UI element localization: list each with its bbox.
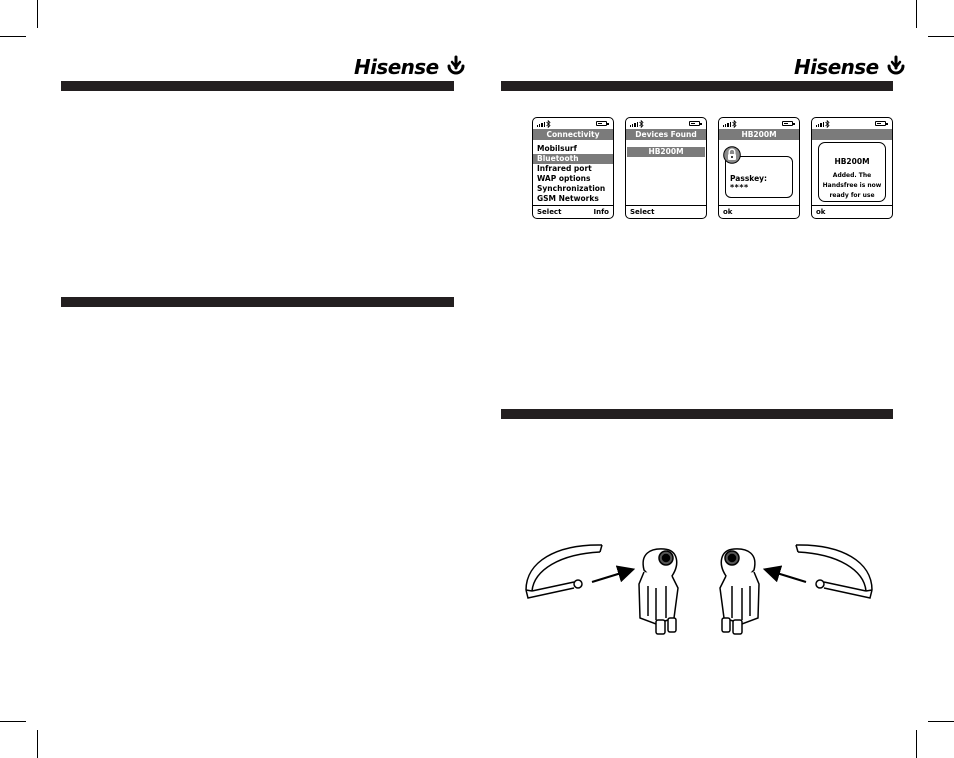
earhook-right xyxy=(796,545,872,598)
added-dialog xyxy=(818,142,886,202)
added-message: Added. The Handsfree is now ready for use xyxy=(822,172,882,199)
lock-icon xyxy=(723,146,741,164)
battery-icon xyxy=(782,121,793,126)
crop-mark xyxy=(37,0,38,28)
screen-title: HB200M xyxy=(719,129,799,140)
added-device-name: HB200M xyxy=(834,157,870,166)
softkey-select[interactable]: Select xyxy=(537,208,562,216)
bluetooth-icon xyxy=(639,120,644,128)
signal-icon xyxy=(630,121,638,127)
hisense-mark-icon xyxy=(886,55,906,79)
crop-mark xyxy=(0,36,26,37)
status-bar xyxy=(816,120,888,128)
crop-mark xyxy=(916,0,917,28)
battery-icon xyxy=(596,121,607,126)
battery-icon xyxy=(689,121,700,126)
softkey-info[interactable]: Info xyxy=(593,208,609,216)
menu-item-wap-options[interactable]: WAP options xyxy=(537,174,591,183)
signal-icon xyxy=(537,121,545,127)
softkey-bar xyxy=(533,205,613,218)
menu-item-infrared-port[interactable]: Infrared port xyxy=(537,164,592,173)
softkey-bar xyxy=(812,205,892,218)
section-bar xyxy=(501,409,893,419)
earhook-left xyxy=(526,545,602,598)
screen-title: Devices Found xyxy=(626,129,706,140)
section-bar xyxy=(61,297,454,307)
hisense-mark-icon xyxy=(446,55,466,79)
section-bar xyxy=(61,81,454,91)
arrow-right xyxy=(767,570,806,582)
crop-mark xyxy=(916,730,917,758)
bluetooth-icon xyxy=(732,120,737,128)
connectivity-menu xyxy=(533,144,613,204)
bluetooth-icon xyxy=(546,120,551,128)
section-bar xyxy=(501,81,893,91)
phone-screen-passkey xyxy=(718,117,800,219)
menu-item-bluetooth[interactable]: Bluetooth xyxy=(533,154,613,164)
arrow-left xyxy=(592,570,631,582)
bluetooth-icon xyxy=(825,120,830,128)
brand-logo-left xyxy=(354,55,466,79)
crop-mark xyxy=(37,730,38,758)
softkey-bar xyxy=(626,205,706,218)
status-bar xyxy=(537,120,609,128)
phone-screen-devices-found xyxy=(625,117,707,219)
phone-screen-added xyxy=(811,117,893,219)
headset-right xyxy=(720,549,759,634)
menu-item-gsm-networks[interactable]: GSM Networks xyxy=(537,194,599,203)
brand-name: Hisense xyxy=(354,55,439,79)
softkey-ok[interactable]: ok xyxy=(723,208,733,216)
menu-item-mobilsurf[interactable]: Mobilsurf xyxy=(537,144,577,153)
crop-mark xyxy=(928,36,954,37)
signal-icon xyxy=(816,121,824,127)
crop-mark xyxy=(0,721,26,722)
signal-icon xyxy=(723,121,731,127)
headset-left xyxy=(639,549,678,634)
passkey-label: Passkey: xyxy=(730,174,768,183)
screen-title xyxy=(812,129,892,140)
softkey-ok[interactable]: ok xyxy=(816,208,826,216)
screen-title: Connectivity xyxy=(533,129,613,140)
phone-screen-connectivity xyxy=(532,117,614,219)
battery-icon xyxy=(875,121,886,126)
brand-logo-right xyxy=(794,55,906,79)
softkey-select[interactable]: Select xyxy=(630,208,655,216)
device-list-item[interactable]: HB200M xyxy=(627,147,705,157)
menu-item-synchronization[interactable]: Synchronization xyxy=(537,184,606,193)
passkey-field[interactable]: **** xyxy=(730,183,749,192)
status-bar xyxy=(630,120,702,128)
crop-mark xyxy=(928,721,954,722)
softkey-bar xyxy=(719,205,799,218)
status-bar xyxy=(723,120,795,128)
brand-name: Hisense xyxy=(794,55,879,79)
earhook-attach-illustration xyxy=(516,542,882,642)
